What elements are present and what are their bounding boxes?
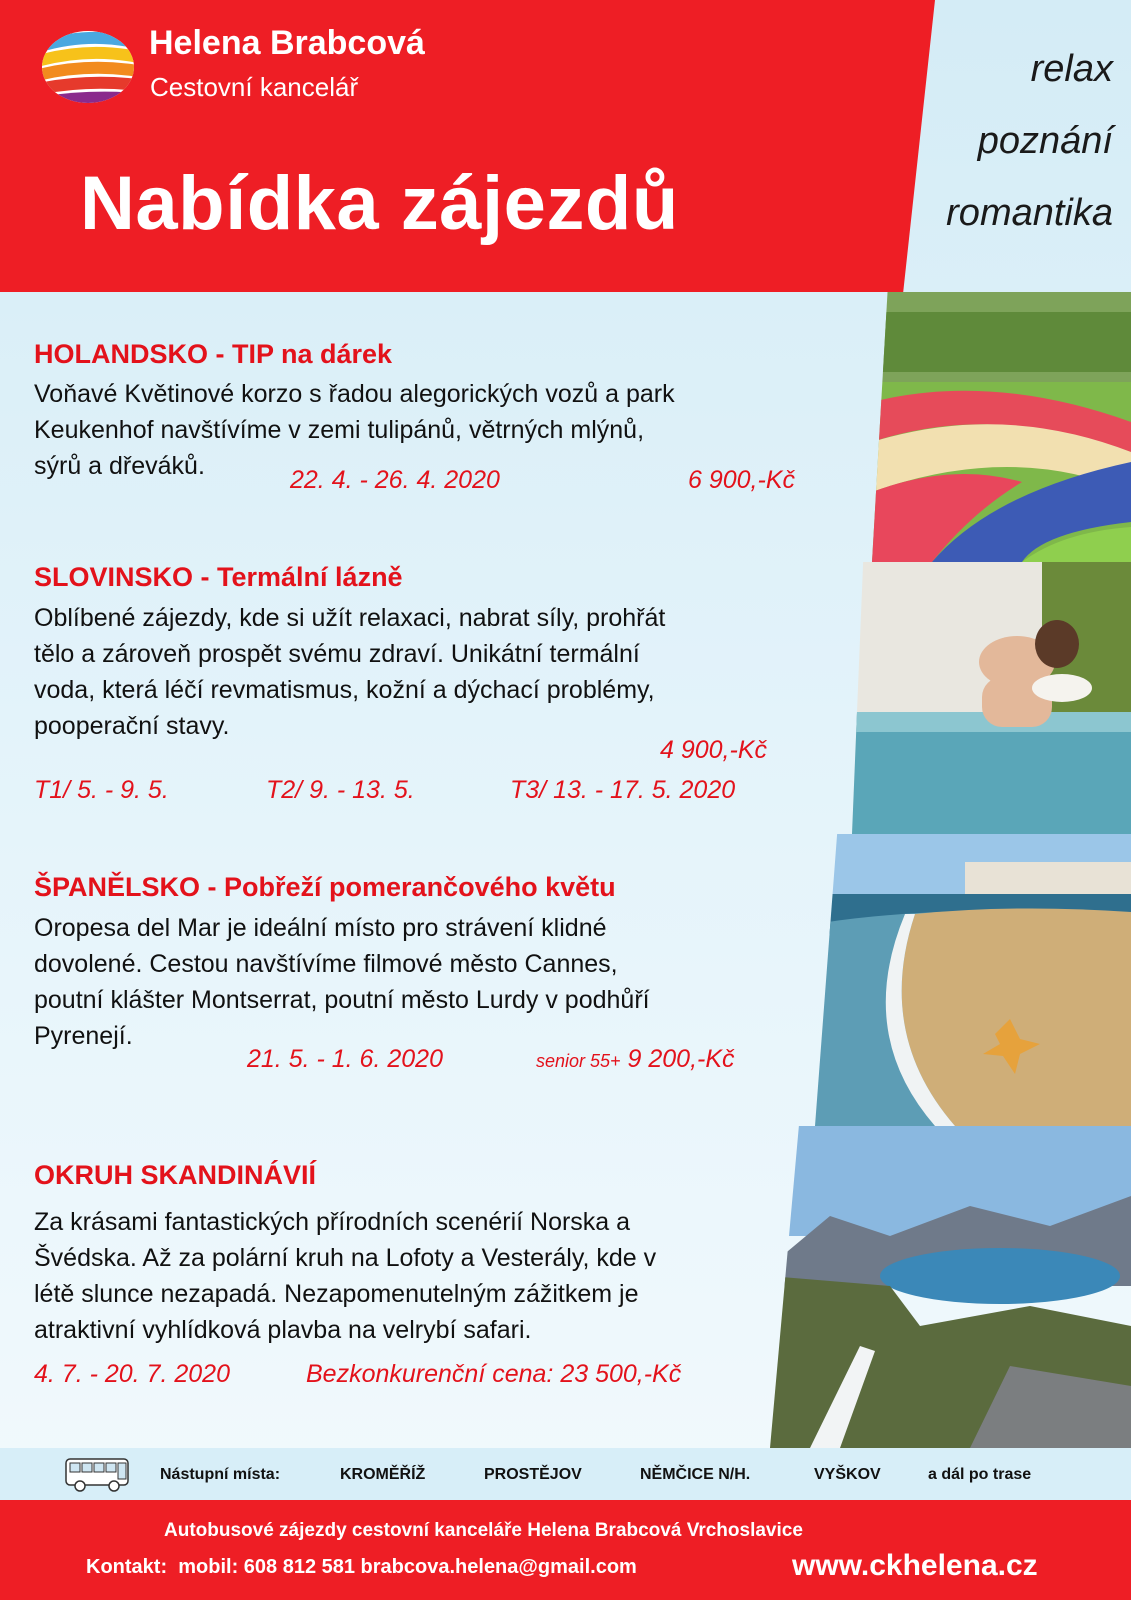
pickup-label: Nástupní místa: — [160, 1466, 281, 1483]
pickup-place-vyskov: VYŠKOV — [814, 1466, 881, 1483]
offer-line: dovolené. Cestou navštívíme filmové město Cannes, — [34, 950, 618, 978]
thermal-spa-photo — [852, 562, 1131, 834]
offer-title-slovinsko: SLOVINSKO - Termální lázně — [34, 562, 403, 592]
price-value: 9 200,-Kč — [627, 1045, 735, 1073]
tagline-relax: relax — [1030, 48, 1113, 90]
page-title: Nabídka zájezdů — [80, 161, 679, 246]
footer-company-line: Autobusové zájezdy cestovní kanceláře Helena Brabcová Vrchoslavice — [164, 1520, 803, 1541]
offer-line: Pyreneјí. — [34, 1022, 133, 1050]
tagline-romantika: romantika — [946, 192, 1113, 234]
footer-website-link[interactable]: www.ckhelena.cz — [792, 1549, 1038, 1582]
pickup-place-nemcice: NĚMČICE N/H. — [640, 1466, 751, 1483]
offer-line: Za krásami fantastických přírodních scenérií Norska a — [34, 1208, 631, 1236]
pickup-place-prostejov: PROSTĚJOV — [484, 1466, 582, 1483]
offer-text-slovinsko — [34, 600, 665, 744]
brand-subtitle: Cestovní kancelář — [150, 72, 359, 102]
offer-line: voda, která léčí revmatismus, kožní a dýchací problémy, — [34, 676, 655, 704]
offer-line-text: sýrů a dřeváků. — [34, 452, 205, 480]
fjord-landscape-photo — [770, 1126, 1131, 1448]
offer-line: Švédska. Až za polární kruh na Lofoty a Vesterály, kde v — [34, 1244, 657, 1272]
price-note: senior 55+ — [536, 1051, 621, 1071]
footer-contact-details: mobil: 608 812 581 brabcova.helena@gmail.com — [178, 1556, 637, 1578]
offer-title-spanelsko: ŠPANĚLSKO - Pobřeží pomerančového květu — [34, 872, 616, 902]
tulip-garden-photo — [872, 292, 1131, 562]
footer-contact — [86, 1556, 637, 1579]
striped-globe-logo — [38, 27, 138, 103]
brand-name: Helena Brabcová — [149, 24, 425, 62]
offer-line: Oblíbené zájezdy, kde si užít relaxaci, nabrat síly, prohřát — [34, 604, 666, 632]
offer-title-skandinavie: OKRUH SKANDINÁVIÍ — [34, 1160, 317, 1190]
term-3: T3/ 13. - 17. 5. 2020 — [510, 776, 736, 804]
header-banner — [0, 0, 935, 292]
tagline-poznani: poznání — [977, 120, 1113, 162]
offer-line: létě slunce nezapadá. Nezapomenutelným zážitkem je — [34, 1280, 639, 1308]
offer-text-skandinavie — [34, 1204, 656, 1348]
offer-line: atraktivní vyhlídková plavba na velrybí safari. — [34, 1316, 532, 1344]
offer-line: poutní klášter Montserrat, poutní město Lurdy v podhůří — [34, 986, 650, 1014]
offer-line: Keukenhof navštívíme v zemi tulipánů, větrných mlýnů, — [34, 416, 645, 444]
offer-text-spanelsko — [34, 910, 650, 1054]
offer-price-skandinavie: Bezkonkurenční cena: 23 500,-Kč — [306, 1360, 682, 1388]
offer-dates-spanelsko: 21. 5. - 1. 6. 2020 — [247, 1045, 443, 1073]
bus-icon — [64, 1455, 132, 1493]
offer-line: tělo a zároveň prospět svému zdraví. Unikátní termální — [34, 640, 640, 668]
footer-contact-label: Kontakt: — [86, 1556, 168, 1578]
beach-photo — [815, 834, 1131, 1126]
offer-line: Voňavé Květinové korzo s řadou alegorických vozů a park — [34, 380, 675, 408]
term-1: T1/ 5. - 9. 5. — [34, 776, 169, 804]
offer-title-holandsko: HOLANDSKO - TIP na dárek — [34, 339, 393, 369]
offer-line: Oropesa del Mar je ideální místo pro strávení klidné — [34, 914, 607, 942]
pickup-place-more: a dál po trase — [928, 1466, 1032, 1483]
offer-dates-skandinavie: 4. 7. - 20. 7. 2020 — [34, 1360, 230, 1388]
offer-price-spanelsko — [536, 1045, 735, 1074]
term-2: T2/ 9. - 13. 5. — [266, 776, 415, 804]
offer-line: pooperační stavy. — [34, 712, 230, 740]
pickup-place-kromeriz: KROMĚŘÍŽ — [340, 1466, 426, 1483]
offer-price-slovinsko: 4 900,-Kč — [660, 736, 768, 764]
offer-price-holandsko: 6 900,-Kč — [688, 466, 796, 494]
offer-dates-holandsko: 22. 4. - 26. 4. 2020 — [290, 466, 500, 494]
